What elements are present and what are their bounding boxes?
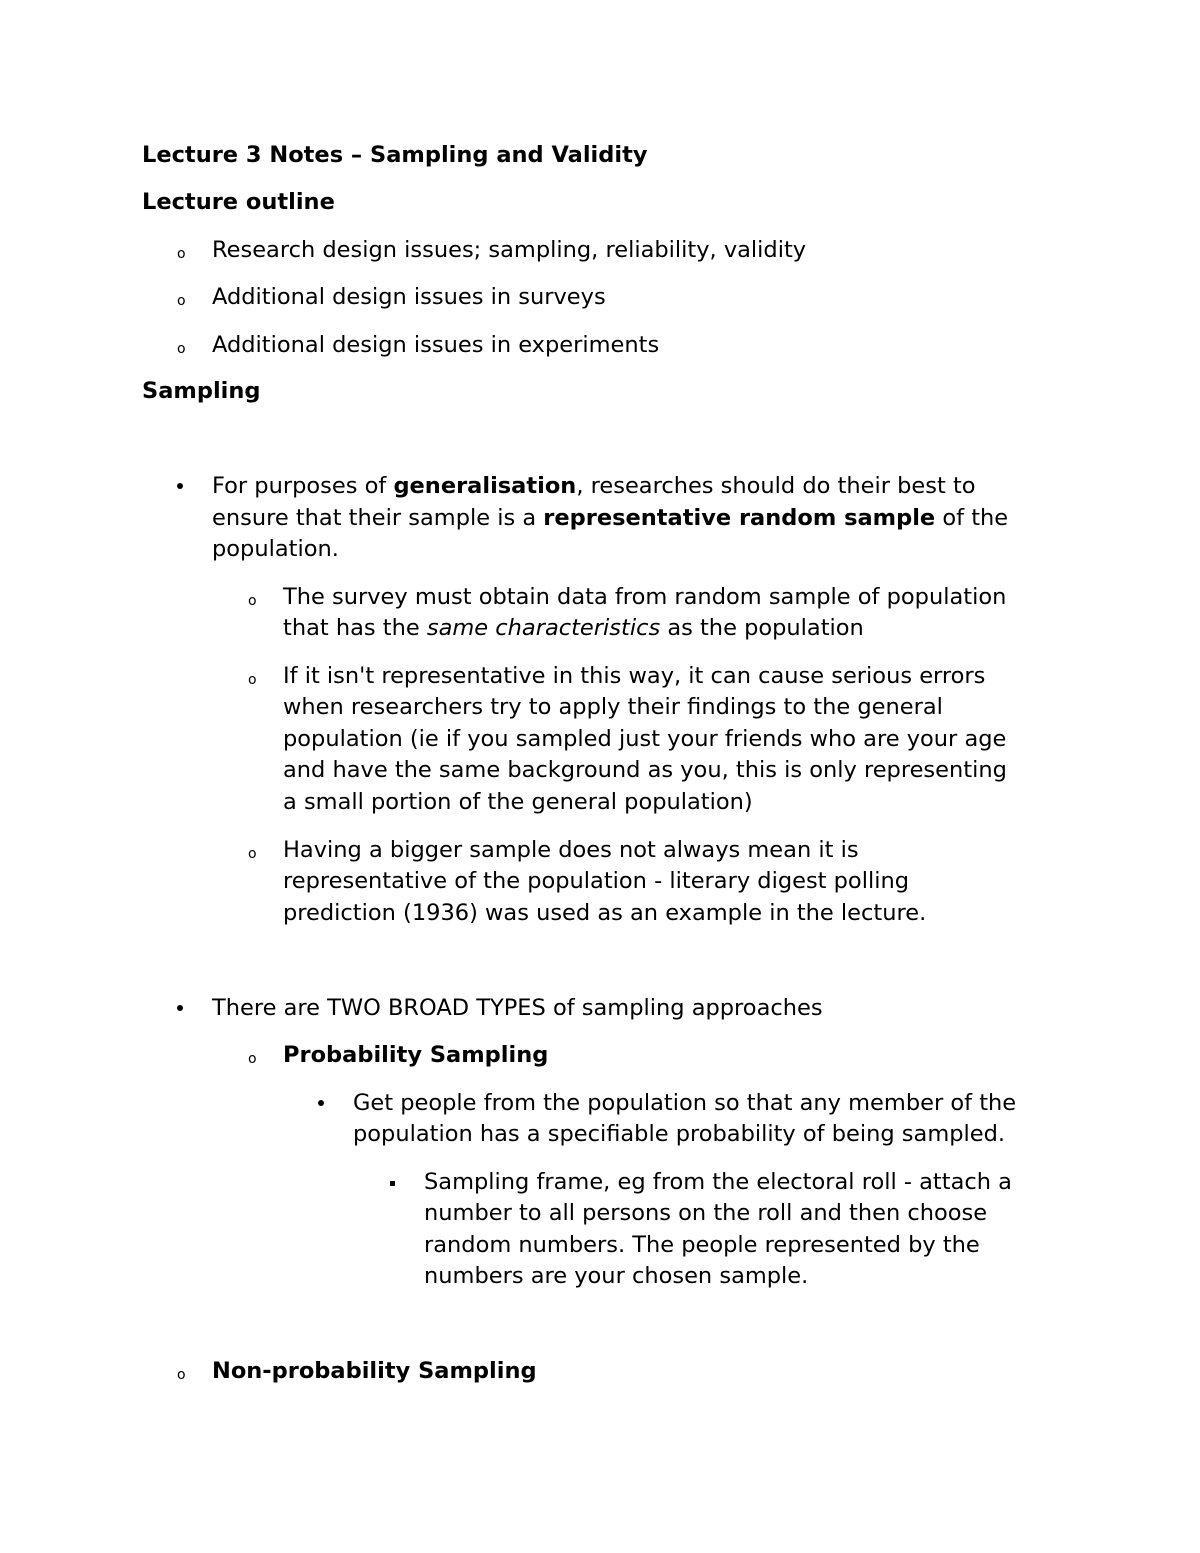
bullet-marker: [318, 1100, 324, 1106]
italic-term: same characteristics: [426, 615, 661, 641]
sub-bullet-marker: o: [248, 1051, 257, 1067]
bullet-text-line: number to all persons on the roll and then choose: [424, 1200, 988, 1226]
probability-sampling-heading: Probability Sampling: [283, 1042, 549, 1068]
sub-bullet-line: [283, 613, 864, 644]
bold-term: representative random sample: [543, 505, 936, 531]
bullet-text-line: Get people from the population so that any member of the: [353, 1090, 1017, 1116]
bullet-text-line: random numbers. The people represented by the: [424, 1232, 980, 1258]
bullet-text-line: numbers are your chosen sample.: [424, 1263, 809, 1289]
outline-item: Additional design issues in surveys: [212, 284, 606, 310]
sub-bullet-line: population (ie if you sampled just your friends who are your age: [283, 726, 1007, 752]
sub-bullet-line: If it isn't representative in this way, it can cause serious errors: [283, 663, 986, 689]
sub-bullet-line: representative of the population - literary digest polling: [283, 868, 909, 894]
outline-item: Additional design issues in experiments: [212, 332, 660, 358]
sub-bullet-line: a small portion of the general population): [283, 789, 753, 815]
sub-bullet-marker: o: [248, 846, 257, 862]
sub-bullet-line: when researchers try to apply their findings to the general: [283, 694, 943, 720]
bullet-marker: [177, 483, 183, 489]
outline-item: Research design issues; sampling, reliability, validity: [212, 237, 807, 263]
sub-bullet-line: prediction (1936) was used as an example in the lecture.: [283, 900, 927, 926]
text-run: For purposes of: [212, 473, 394, 499]
bullet-text-line: [212, 503, 1008, 534]
sampling-heading: Sampling: [142, 378, 261, 404]
sub-bullet-marker: o: [248, 593, 257, 609]
bold-term: generalisation: [393, 473, 577, 499]
sub-bullet-marker: o: [248, 672, 257, 688]
outline-item-marker: o: [177, 341, 186, 357]
bullet-text-line: population.: [212, 536, 339, 562]
outline-item-marker: o: [177, 1367, 186, 1383]
sub-bullet-line: The survey must obtain data from random sample of population: [283, 584, 1007, 610]
bullet-marker: [177, 1005, 183, 1011]
bullet-text-line: [212, 471, 976, 502]
sub-bullet-line: and have the same background as you, this is only representing: [283, 757, 1007, 783]
bullet-text-line: population has a specifiable probability of being sampled.: [353, 1121, 1006, 1147]
outline-heading: Lecture outline: [142, 189, 335, 215]
text-run: of the: [935, 505, 1009, 531]
text-run: , researches should do their best to: [576, 473, 976, 499]
outline-item-marker: o: [177, 246, 186, 262]
outline-item-marker: o: [177, 293, 186, 309]
text-run: as the population: [660, 615, 864, 641]
sub-bullet-line: Having a bigger sample does not always mean it is: [283, 837, 859, 863]
bullet-text-line: Sampling frame, eg from the electoral roll - attach a: [424, 1169, 1012, 1195]
text-run: that has the: [283, 615, 427, 641]
bullet-text-line: There are TWO BROAD TYPES of sampling approaches: [212, 995, 823, 1021]
non-probability-sampling-heading: Non-probability Sampling: [212, 1358, 537, 1384]
document-title: Lecture 3 Notes – Sampling and Validity: [142, 142, 648, 168]
square-bullet-marker: [390, 1181, 395, 1186]
text-run: ensure that their sample is a: [212, 505, 544, 531]
